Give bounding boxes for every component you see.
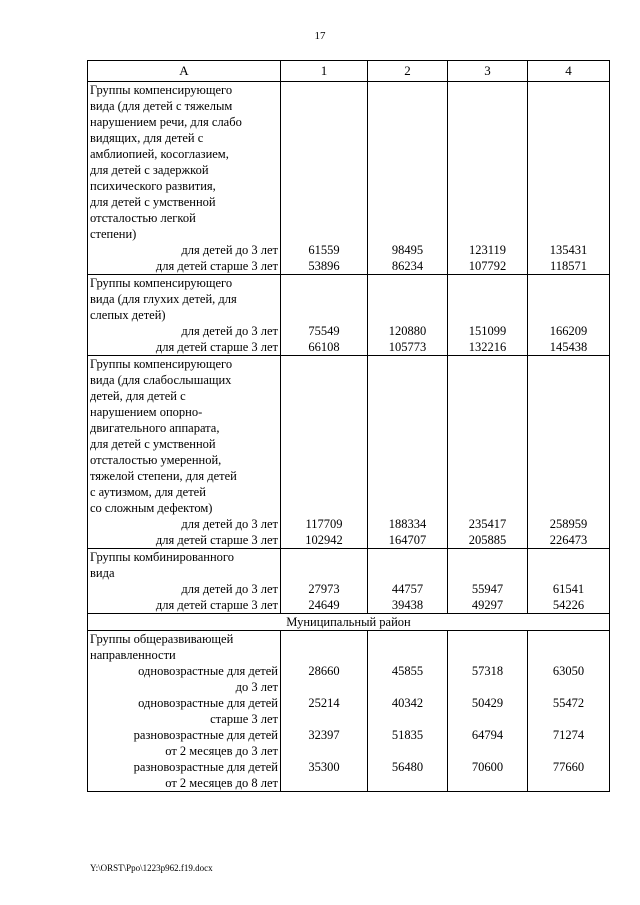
spacer bbox=[370, 711, 445, 727]
value: 27973 bbox=[308, 582, 340, 596]
value: 235417 bbox=[468, 517, 507, 531]
value: 35300 bbox=[308, 760, 340, 774]
group-row bbox=[88, 549, 610, 614]
value-cell bbox=[448, 82, 528, 275]
spacer bbox=[530, 372, 607, 388]
spacer bbox=[530, 404, 607, 420]
group-row bbox=[88, 356, 610, 549]
value-cell bbox=[281, 275, 368, 356]
value: 118571 bbox=[549, 259, 588, 273]
value-cell bbox=[448, 631, 528, 792]
value: 135431 bbox=[549, 243, 588, 257]
spacer bbox=[530, 82, 607, 98]
spacer bbox=[283, 114, 365, 130]
spacer bbox=[450, 275, 525, 291]
spacer bbox=[530, 226, 607, 242]
group-label-cell bbox=[88, 275, 281, 356]
subrow-label: для детей старше 3 лет bbox=[155, 259, 278, 273]
value: 205885 bbox=[468, 533, 507, 547]
group-title-line: вида bbox=[90, 566, 115, 580]
spacer bbox=[530, 210, 607, 226]
value: 61541 bbox=[552, 582, 585, 596]
header-cell: А bbox=[88, 61, 281, 82]
value: 49297 bbox=[471, 598, 504, 612]
spacer bbox=[370, 565, 445, 581]
group-label-cell bbox=[88, 82, 281, 275]
spacer bbox=[530, 98, 607, 114]
value: 24649 bbox=[308, 598, 340, 612]
spacer bbox=[530, 162, 607, 178]
group-label-cell bbox=[88, 549, 281, 614]
spacer bbox=[450, 372, 525, 388]
spacer bbox=[450, 484, 525, 500]
group-title-line: нарушением опорно- bbox=[90, 405, 203, 419]
group-title-line: нарушением речи, для слабо bbox=[90, 115, 242, 129]
spacer bbox=[370, 162, 445, 178]
spacer bbox=[530, 775, 607, 791]
group-title-line: отсталостью легкой bbox=[90, 211, 196, 225]
value: 102942 bbox=[305, 533, 343, 547]
value-cell bbox=[448, 549, 528, 614]
value-cell bbox=[528, 356, 610, 549]
spacer bbox=[450, 420, 525, 436]
spacer bbox=[530, 711, 607, 727]
value: 151099 bbox=[468, 324, 507, 338]
spacer bbox=[370, 549, 445, 565]
spacer bbox=[530, 484, 607, 500]
group-title-line: степени) bbox=[90, 227, 137, 241]
spacer bbox=[530, 146, 607, 162]
value: 40342 bbox=[391, 696, 424, 710]
value: 54226 bbox=[552, 598, 585, 612]
spacer bbox=[450, 631, 525, 647]
spacer bbox=[530, 356, 607, 372]
spacer bbox=[450, 226, 525, 242]
spacer bbox=[370, 743, 445, 759]
value: 28660 bbox=[308, 664, 340, 678]
spacer bbox=[370, 291, 445, 307]
value: 56480 bbox=[391, 760, 424, 774]
spacer bbox=[370, 388, 445, 404]
spacer bbox=[450, 468, 525, 484]
group-title-line: для детей с умственной bbox=[90, 437, 216, 451]
group-title-line: тяжелой степени, для детей bbox=[90, 469, 237, 483]
spacer bbox=[370, 452, 445, 468]
group-title-line: Группы общеразвивающей bbox=[90, 632, 234, 646]
value-cell bbox=[368, 275, 448, 356]
value: 107792 bbox=[468, 259, 507, 273]
group-title-line: со сложным дефектом) bbox=[90, 501, 213, 515]
spacer bbox=[530, 114, 607, 130]
spacer bbox=[283, 647, 365, 663]
spacer bbox=[370, 372, 445, 388]
group-title-line: Группы компенсирующего bbox=[90, 83, 233, 97]
spacer bbox=[450, 114, 525, 130]
spacer bbox=[530, 388, 607, 404]
subrow-label: одновозрастные для детей bbox=[138, 664, 278, 678]
group-row bbox=[88, 82, 610, 275]
value: 98495 bbox=[391, 243, 424, 257]
value: 71274 bbox=[552, 728, 585, 742]
spacer bbox=[450, 647, 525, 663]
value: 226473 bbox=[549, 533, 588, 547]
group-label-cell bbox=[88, 356, 281, 549]
group-title-line: для детей с умственной bbox=[90, 195, 216, 209]
spacer bbox=[450, 194, 525, 210]
subrow-label: для детей старше 3 лет bbox=[155, 340, 278, 354]
value-cell bbox=[281, 356, 368, 549]
value-cell bbox=[281, 549, 368, 614]
spacer bbox=[450, 436, 525, 452]
spacer bbox=[450, 452, 525, 468]
spacer bbox=[283, 404, 365, 420]
spacer bbox=[530, 468, 607, 484]
spacer bbox=[370, 420, 445, 436]
spacer bbox=[450, 549, 525, 565]
spacer bbox=[450, 291, 525, 307]
spacer bbox=[370, 631, 445, 647]
spacer bbox=[370, 500, 445, 516]
spacer bbox=[370, 146, 445, 162]
value-cell bbox=[528, 631, 610, 792]
spacer bbox=[283, 484, 365, 500]
group-title-line: вида (для слабослышащих bbox=[90, 373, 232, 387]
spacer bbox=[283, 775, 365, 791]
value: 164707 bbox=[388, 533, 427, 547]
group-title-line: Группы компенсирующего bbox=[90, 357, 233, 371]
spacer bbox=[450, 388, 525, 404]
subrow-label: до 3 лет bbox=[235, 680, 278, 694]
value: 57318 bbox=[471, 664, 504, 678]
spacer bbox=[450, 500, 525, 516]
value: 70600 bbox=[471, 760, 504, 774]
group-title-line: отсталостью умеренной, bbox=[90, 453, 222, 467]
spacer bbox=[283, 82, 365, 98]
value: 51835 bbox=[391, 728, 424, 742]
value-cell bbox=[528, 82, 610, 275]
value: 188334 bbox=[388, 517, 427, 531]
spacer bbox=[530, 178, 607, 194]
group-row bbox=[88, 631, 610, 792]
spacer bbox=[450, 82, 525, 98]
spacer bbox=[370, 356, 445, 372]
spacer bbox=[283, 162, 365, 178]
subrow-label: старше 3 лет bbox=[210, 712, 278, 726]
spacer bbox=[370, 307, 445, 323]
value: 77660 bbox=[552, 760, 585, 774]
header-cell: 4 bbox=[528, 61, 610, 82]
value-cell bbox=[528, 549, 610, 614]
spacer bbox=[370, 178, 445, 194]
spacer bbox=[530, 549, 607, 565]
spacer bbox=[530, 275, 607, 291]
section-row bbox=[88, 614, 610, 631]
spacer bbox=[450, 307, 525, 323]
value-cell bbox=[368, 82, 448, 275]
spacer bbox=[530, 452, 607, 468]
group-title-line: слепых детей) bbox=[90, 308, 166, 322]
spacer bbox=[370, 679, 445, 695]
spacer bbox=[283, 711, 365, 727]
group-title-line: вида (для глухих детей, для bbox=[90, 292, 237, 306]
subrow-label: для детей старше 3 лет bbox=[155, 533, 278, 547]
spacer bbox=[283, 372, 365, 388]
spacer bbox=[283, 146, 365, 162]
value: 120880 bbox=[388, 324, 427, 338]
spacer bbox=[530, 130, 607, 146]
spacer bbox=[370, 82, 445, 98]
spacer bbox=[530, 307, 607, 323]
group-title-line: Группы комбинированного bbox=[90, 550, 234, 564]
header-cell: 1 bbox=[281, 61, 368, 82]
spacer bbox=[283, 226, 365, 242]
value-cell bbox=[281, 82, 368, 275]
group-title-line: амблиопией, косоглазием, bbox=[90, 147, 229, 161]
group-title-line: детей, для детей с bbox=[90, 389, 186, 403]
spacer bbox=[530, 743, 607, 759]
spacer bbox=[283, 436, 365, 452]
value: 63050 bbox=[552, 664, 585, 678]
subrow-label: от 2 месяцев до 8 лет bbox=[165, 776, 278, 790]
group-title-line: для детей с задержкой bbox=[90, 163, 209, 177]
spacer bbox=[283, 178, 365, 194]
page-number: 17 bbox=[314, 30, 326, 42]
value: 39438 bbox=[391, 598, 424, 612]
spacer bbox=[450, 178, 525, 194]
value-cell bbox=[528, 275, 610, 356]
spacer bbox=[450, 404, 525, 420]
spacer bbox=[530, 194, 607, 210]
spacer bbox=[450, 679, 525, 695]
value-cell bbox=[368, 549, 448, 614]
spacer bbox=[450, 130, 525, 146]
spacer bbox=[283, 130, 365, 146]
spacer bbox=[370, 775, 445, 791]
spacer bbox=[283, 452, 365, 468]
spacer bbox=[283, 210, 365, 226]
spacer bbox=[370, 404, 445, 420]
spacer bbox=[450, 356, 525, 372]
section-title: Муниципальный район bbox=[88, 614, 610, 631]
group-title-line: с аутизмом, для детей bbox=[90, 485, 206, 499]
spacer bbox=[450, 98, 525, 114]
file-path-footer: Y:\ORST\Ppo\1223p962.f19.docx bbox=[90, 863, 213, 873]
spacer bbox=[450, 743, 525, 759]
spacer bbox=[283, 565, 365, 581]
spacer bbox=[283, 275, 365, 291]
value: 55947 bbox=[471, 582, 504, 596]
value: 86234 bbox=[391, 259, 424, 273]
value: 166209 bbox=[549, 324, 588, 338]
spacer bbox=[370, 484, 445, 500]
group-label-cell bbox=[88, 631, 281, 792]
value: 61559 bbox=[308, 243, 340, 257]
value: 55472 bbox=[552, 696, 585, 710]
subrow-label: разновозрастные для детей bbox=[133, 760, 278, 774]
group-title-line: направленности bbox=[90, 648, 176, 662]
spacer bbox=[283, 549, 365, 565]
spacer bbox=[370, 130, 445, 146]
spacer bbox=[283, 291, 365, 307]
group-title-line: видящих, для детей с bbox=[90, 131, 204, 145]
subrow-label: от 2 месяцев до 3 лет bbox=[165, 744, 278, 758]
spacer bbox=[450, 711, 525, 727]
subrow-label: для детей старше 3 лет bbox=[155, 598, 278, 612]
spacer bbox=[370, 114, 445, 130]
value: 44757 bbox=[391, 582, 424, 596]
spacer bbox=[530, 500, 607, 516]
value-cell bbox=[448, 356, 528, 549]
value: 258959 bbox=[549, 517, 588, 531]
spacer bbox=[370, 436, 445, 452]
value: 132216 bbox=[468, 340, 507, 354]
spacer bbox=[283, 98, 365, 114]
spacer bbox=[370, 210, 445, 226]
value-cell bbox=[448, 275, 528, 356]
spacer bbox=[283, 307, 365, 323]
subrow-label: разновозрастные для детей bbox=[133, 728, 278, 742]
cost-table bbox=[87, 60, 610, 792]
subrow-label: для детей до 3 лет bbox=[181, 517, 278, 531]
value: 105773 bbox=[388, 340, 427, 354]
spacer bbox=[283, 743, 365, 759]
spacer bbox=[283, 679, 365, 695]
value: 25214 bbox=[308, 696, 340, 710]
header-cell: 2 bbox=[368, 61, 448, 82]
spacer bbox=[370, 98, 445, 114]
subrow-label: для детей до 3 лет bbox=[181, 324, 278, 338]
spacer bbox=[283, 420, 365, 436]
spacer bbox=[283, 356, 365, 372]
value: 145438 bbox=[549, 340, 588, 354]
spacer bbox=[283, 500, 365, 516]
spacer bbox=[530, 679, 607, 695]
spacer bbox=[370, 226, 445, 242]
spacer bbox=[530, 647, 607, 663]
spacer bbox=[283, 631, 365, 647]
value: 64794 bbox=[471, 728, 504, 742]
value: 50429 bbox=[471, 696, 504, 710]
spacer bbox=[530, 631, 607, 647]
group-title-line: психического развития, bbox=[90, 179, 216, 193]
spacer bbox=[450, 146, 525, 162]
spacer bbox=[450, 210, 525, 226]
subrow-label: для детей до 3 лет bbox=[181, 243, 278, 257]
value-cell bbox=[281, 631, 368, 792]
value: 66108 bbox=[308, 340, 340, 354]
spacer bbox=[370, 275, 445, 291]
value: 53896 bbox=[308, 259, 340, 273]
spacer bbox=[450, 565, 525, 581]
spacer bbox=[450, 775, 525, 791]
header-row bbox=[88, 61, 610, 82]
group-title-line: вида (для детей с тяжелым bbox=[90, 99, 233, 113]
spacer bbox=[450, 162, 525, 178]
value: 45855 bbox=[391, 664, 424, 678]
group-title-line: Группы компенсирующего bbox=[90, 276, 233, 290]
spacer bbox=[370, 647, 445, 663]
value: 32397 bbox=[308, 728, 340, 742]
subrow-label: для детей до 3 лет bbox=[181, 582, 278, 596]
spacer bbox=[283, 194, 365, 210]
value: 123119 bbox=[468, 243, 507, 257]
spacer bbox=[530, 291, 607, 307]
header-cell: 3 bbox=[448, 61, 528, 82]
value-cell bbox=[368, 356, 448, 549]
value: 75549 bbox=[308, 324, 340, 338]
value: 117709 bbox=[305, 517, 343, 531]
spacer bbox=[530, 420, 607, 436]
subrow-label: одновозрастные для детей bbox=[138, 696, 278, 710]
group-title-line: двигательного аппарата, bbox=[90, 421, 220, 435]
value-cell bbox=[368, 631, 448, 792]
spacer bbox=[530, 436, 607, 452]
group-row bbox=[88, 275, 610, 356]
spacer bbox=[283, 388, 365, 404]
spacer bbox=[283, 468, 365, 484]
spacer bbox=[370, 468, 445, 484]
spacer bbox=[370, 194, 445, 210]
spacer bbox=[530, 565, 607, 581]
